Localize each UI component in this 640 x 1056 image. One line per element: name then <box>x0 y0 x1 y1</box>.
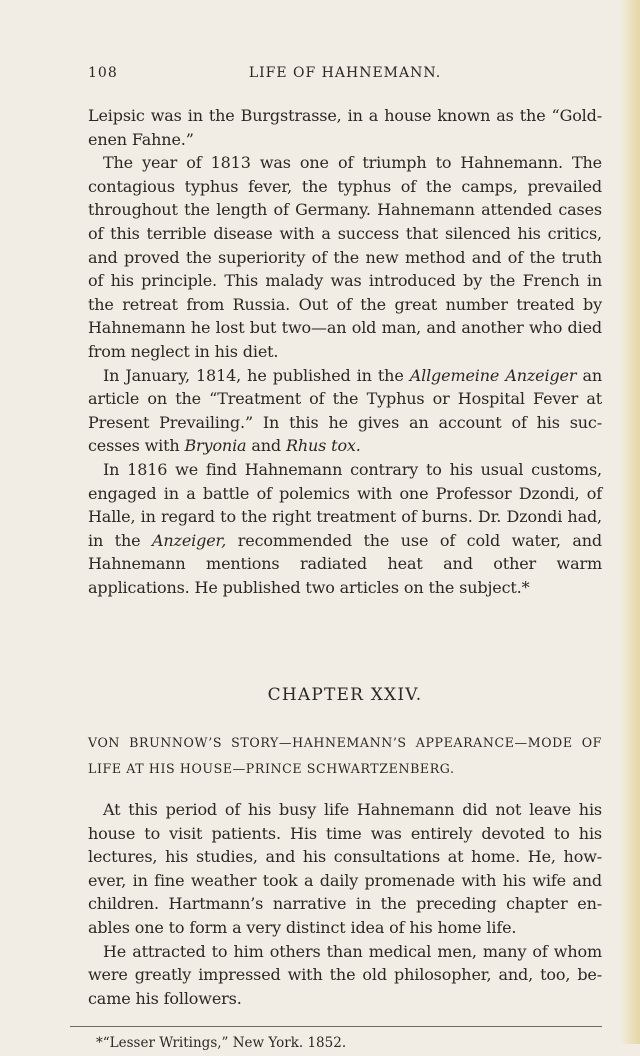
paragraph <box>88 458 602 600</box>
italic-remedy: Rhus tox. <box>285 436 361 456</box>
paragraph: Leipsic was in the Burgstrasse, in a house known as the “Gold-enen Fahne.” <box>88 106 602 149</box>
footnote: *“Lesser Writings,” New York. 1852. <box>96 1035 347 1052</box>
chapter-title: CHAPTER XXIV. <box>267 685 423 706</box>
text-run: and <box>246 436 286 456</box>
italic-title: Anzeiger, <box>152 530 227 550</box>
paragraph <box>88 364 602 458</box>
paragraph: At this period of his busy life Hahnemann did not leave his house to visit patients. His time was entirely devoted to his lectures, his studies, and his consultations at home. He, how-ever, in fine weather took a daily promenade with his wife and children. Hartmann’s narrative in the preceding chapter en-ables one to form a very distinct idea of his home life. <box>88 800 602 938</box>
page-number: 108 <box>88 65 118 81</box>
chapter-summary: VON BRUNNOW’S STORY—HAHNEMANN’S APPEARANCE—MODE OF LIFE AT HIS HOUSE—PRINCE SCHWARTZENBERG. <box>88 735 602 777</box>
text-run: recommended the use of cold water, and Hahnemann mentions radiated heat and other warm applications. He published two articles on the subject.* <box>88 530 602 597</box>
paragraph: He attracted to him others than medical men, many of whom were greatly impressed with the old philosopher, and, too, be-came his followers. <box>88 941 602 1008</box>
running-title: LIFE OF HAHNEMANN. <box>248 65 442 81</box>
running-header <box>88 62 602 86</box>
page-edge <box>620 0 640 1044</box>
italic-remedy: Bryonia <box>184 436 247 456</box>
book-page <box>88 62 602 1056</box>
text-run: In January, 1814, he published in the <box>103 365 410 385</box>
paragraph: The year of 1813 was one of triumph to Hahnemann. The contagious typhus fever, the typhus of the camps, prevailed throughout the length of Germany. Hahnemann attended cases of this terrible disease with a success that silenced his critics, and proved the superiority of the new method and of the truth of his principle. This malady was introduced by the French in the retreat from Russia. Out of the great number treated by Hahnemann he lost but two—an old man, and another who died from neglect in his diet. <box>88 153 602 361</box>
text-run: an article on the “Treatment of the Typhus or Hospital Fever at Present Prevailing.” In this he gives an account of his suc-cesses with <box>88 365 602 456</box>
italic-title: Allgemeine Anzeiger <box>409 365 577 385</box>
text-run: In 1816 we find Hahnemann contrary to his usual customs, engaged in a battle of polemics with one Professor Dzondi, of Halle, in regard to the right treatment of burns. Dr. Dzondi had, in the <box>88 459 602 550</box>
footnote-divider <box>70 1026 602 1027</box>
